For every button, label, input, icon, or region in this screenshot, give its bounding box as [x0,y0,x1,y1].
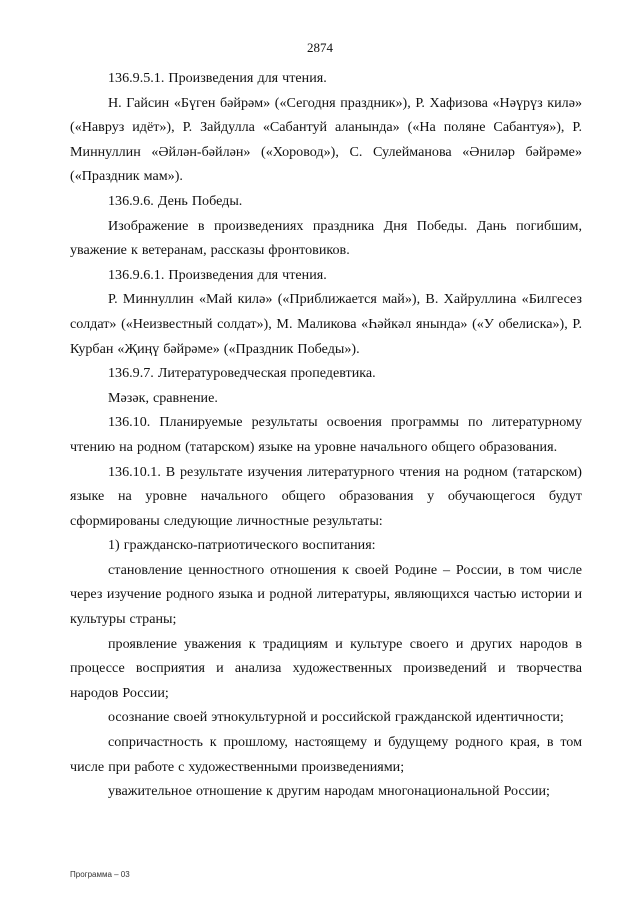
paragraph: Мәзәк, сравнение. [108,389,218,406]
paragraph-list-item: проявление уважения к традициям и культуре своего и других народов в процессе восприятия и анализа художественных произведений и творчества народов России; [70,635,582,701]
paragraph: Изображение в произведениях праздника Дня Победы. Дань погибшим, уважение к ветеранам, рассказы фронтовиков. [70,217,582,259]
paragraph-list-item: сопричастность к прошлому, настоящему и будущему родного края, в том числе при работе с художественными произведениями; [70,734,582,775]
paragraph-list-heading: 1) гражданско-патриотического воспитания: [108,537,376,554]
paragraph-reading-list: Н. Гайсин «Бүген бәйрәм» («Сегодня праздник»), Р. Хафизова «Нәүрүз килә» («Навруз идёт»), Р. Зайдулла «Сабантуй аланында» («На поляне Сабантуя»), Р. Миннуллин «Әйлән-бәйлән» («Хоровод»), С. Сулейманова «Әниләр бәйрәме» («Праздник мам»). [70,94,582,185]
page-footer: Программа – 03 [70,870,130,879]
document-body [70,66,582,804]
paragraph-list-item: становление ценностного отношения к своей Родине – России, в том числе через изучение родного языка и родной литературы, являющихся частью истории и культуры страны; [70,561,582,628]
paragraph-section-heading: 136.10. Планируемые результаты освоения программы по литературному чтению на родном (татарском) языке на уровне начального общего образования. [70,414,582,455]
paragraph-list-item: осознание своей этнокультурной и российской гражданской идентичности; [108,709,564,726]
paragraph-section-heading: 136.9.6. День Победы. [108,192,243,209]
paragraph-list-item: уважительное отношение к другим народам многонациональной России; [108,783,550,800]
paragraph-section-heading: 136.9.6.1. Произведения для чтения. [108,266,327,283]
paragraph: 136.10.1. В результате изучения литературного чтения на родном (татарском) языке на уровне начального общего образования у обучающегося будут сформированы следующие личностные результаты: [70,463,582,529]
page-number: 2874 [307,40,333,55]
paragraph-reading-list: Р. Миннуллин «Май килә» («Приближается май»), В. Хайруллина «Билгесез солдат» («Неизвестный солдат»), М. Маликова «Һәйкәл янында» («У обелиска»), Р. Курбан «Җиңү бәйрәме» («Праздник Победы»). [70,291,582,357]
paragraph-section-heading: 136.9.5.1. Произведения для чтения. [108,70,327,86]
paragraph-section-heading: 136.9.7. Литературоведческая пропедевтика. [108,365,376,382]
